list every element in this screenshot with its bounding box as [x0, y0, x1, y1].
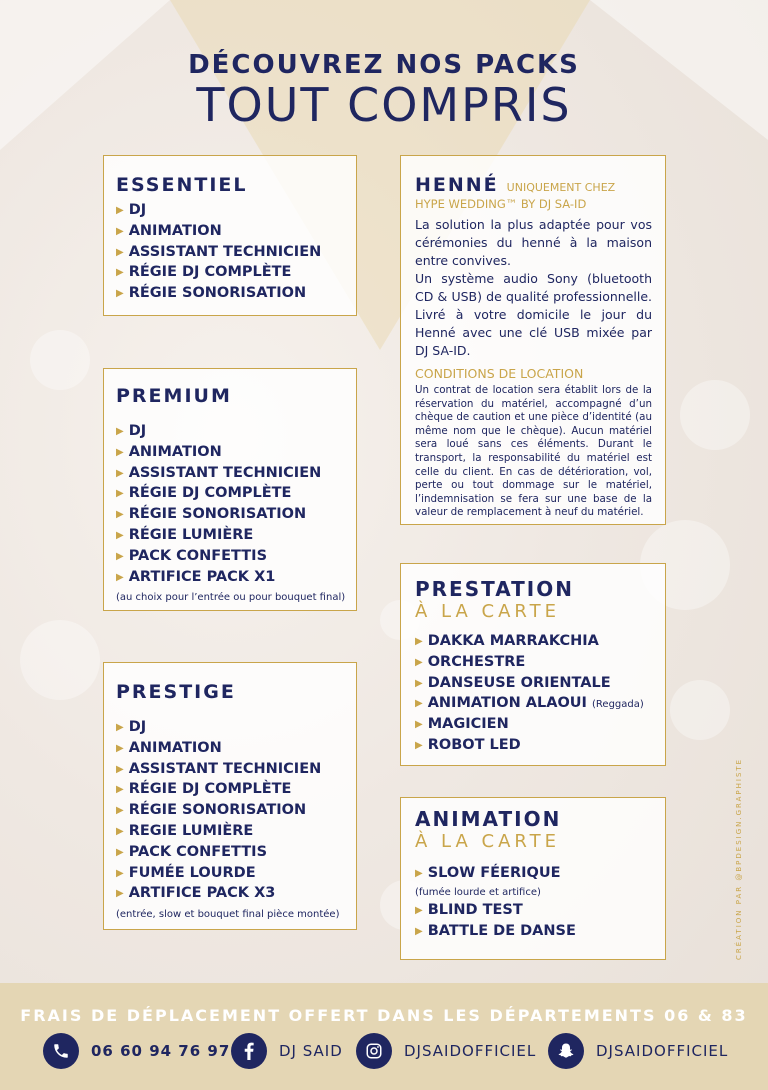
arrow-right-icon: ▶ [116, 225, 124, 237]
pack-items [116, 421, 356, 587]
pack-items [116, 200, 356, 304]
arrow-right-icon: ▶ [116, 867, 124, 879]
pack-items [116, 717, 356, 904]
list-item: ▶ ANIMATION ALAOUI (Reggada) [415, 693, 665, 714]
pack-title: PREMIUM [116, 385, 232, 407]
pack-prestige-card [103, 662, 357, 930]
list-item: ▶ RÉGIE SONORISATION [116, 504, 356, 525]
list-item: ▶ RÉGIE SONORISATION [116, 283, 356, 304]
bokeh-light [670, 680, 730, 740]
pack-title: PRESTIGE [116, 681, 236, 703]
list-item: ▶ RÉGIE SONORISATION [116, 800, 356, 821]
arrow-right-icon: ▶ [116, 426, 124, 437]
phone-contact[interactable] [43, 1033, 230, 1069]
phone-icon [43, 1033, 79, 1069]
facebook-icon [231, 1033, 267, 1069]
list-item: ▶ PACK CONFETTIS [116, 842, 356, 863]
arrow-right-icon: ▶ [415, 636, 423, 647]
alaoui-note: (Reggada) [592, 699, 644, 711]
list-item: ▶ SLOW FÉERIQUE [415, 863, 665, 884]
list-item: ▶ BLIND TEST [415, 900, 665, 921]
footer-title: FRAIS DE DÉPLACEMENT OFFERT DANS LES DÉPARTEMENTS 06 & 83 [20, 1006, 748, 1025]
list-item: ▶ ROBOT LED [415, 735, 665, 756]
arrow-right-icon: ▶ [116, 467, 124, 479]
arrow-right-icon: ▶ [415, 925, 423, 937]
animation-items [415, 900, 665, 942]
list-item: ▶ ANIMATION [116, 738, 356, 759]
arrow-right-icon: ▶ [415, 698, 423, 710]
henne-brand: HYPE WEDDING™ BY DJ SA-ID [415, 197, 587, 211]
animation-card [400, 797, 666, 960]
conditions-text: Un contrat de location sera établit lors de la réservation du matériel, accompagné d’un chèque de caution et une pièce d’identité (au même nom que le chèque). Aucun matériel sera loué sans ces éléments. Durant le transport, la responsabilité du matériel est celle du client. En cas de détérioration, vol, perte ou tout dommage sur le matériel, l’indemnisation se fera sur une base de la valeur de remplacement à neuf du matériel. [415, 384, 652, 519]
list-item: ▶ REGIE LUMIÈRE [116, 821, 356, 842]
animation-title: ANIMATION [415, 807, 562, 831]
arrow-right-icon: ▶ [415, 719, 423, 731]
arrow-right-icon: ▶ [116, 488, 124, 500]
snapchat-icon [548, 1033, 584, 1069]
bokeh-light [20, 620, 100, 700]
phone-number: 06 60 94 76 97 [91, 1042, 231, 1060]
arrow-right-icon: ▶ [116, 784, 124, 796]
instagram-handle: DJSAIDOFFICIEL [404, 1042, 537, 1060]
arrow-right-icon: ▶ [415, 739, 423, 751]
facebook-handle: DJ SAID [279, 1042, 343, 1060]
henne-card [400, 155, 666, 525]
list-item: ▶ DJ [116, 421, 356, 442]
arrow-right-icon: ▶ [415, 656, 423, 668]
arrow-right-icon: ▶ [116, 571, 124, 583]
pack-note: (entrée, slow et bouquet final pièce montée) [116, 909, 340, 921]
list-item: ▶ RÉGIE DJ COMPLÈTE [116, 779, 356, 800]
list-item: ▶ ARTIFICE PACK X3 [116, 883, 356, 904]
arrow-right-icon: ▶ [116, 888, 124, 900]
bokeh-light [680, 380, 750, 450]
list-item: ▶ DANSEUSE ORIENTALE [415, 673, 665, 694]
list-item: ▶ DAKKA MARRAKCHIA [415, 631, 665, 652]
list-item: ▶ BATTLE DE DANSE [415, 921, 665, 942]
henne-description: La solution la plus adaptée pour vos cérémonies du henné à la maison entre convives. [415, 217, 652, 268]
arrow-right-icon: ▶ [116, 205, 124, 216]
animation-items [415, 863, 665, 884]
arrow-right-icon: ▶ [116, 246, 124, 258]
arrow-right-icon: ▶ [116, 550, 124, 562]
list-item: ▶ ANIMATION [116, 442, 356, 463]
pack-premium-card [103, 368, 357, 611]
instagram-contact[interactable] [356, 1033, 536, 1069]
list-item: ▶ ORCHESTRE [415, 652, 665, 673]
list-item: ▶ RÉGIE LUMIÈRE [116, 525, 356, 546]
list-item: ▶ RÉGIE DJ COMPLÈTE [116, 483, 356, 504]
bokeh-light [30, 330, 90, 390]
arrow-right-icon: ▶ [116, 288, 124, 300]
pack-note: (au choix pour l’entrée ou pour bouquet final) [116, 592, 346, 604]
prestation-title: PRESTATION [415, 577, 574, 601]
arrow-right-icon: ▶ [415, 868, 423, 879]
headline-top: DÉCOUVREZ NOS PACKS [188, 50, 580, 80]
arrow-right-icon: ▶ [116, 742, 124, 754]
arrow-right-icon: ▶ [116, 267, 124, 279]
prestation-items [415, 631, 665, 756]
pack-essentiel-card [103, 155, 357, 316]
prestation-card [400, 563, 666, 766]
arrow-right-icon: ▶ [116, 446, 124, 458]
arrow-right-icon: ▶ [116, 722, 124, 733]
facebook-contact[interactable] [231, 1033, 343, 1069]
arrow-right-icon: ▶ [116, 825, 124, 837]
arrow-right-icon: ▶ [116, 509, 124, 521]
animation-subtitle: À LA CARTE [415, 831, 560, 852]
arrow-right-icon: ▶ [116, 805, 124, 817]
list-item: ▶ ASSISTANT TECHNICIEN [116, 759, 356, 780]
list-item: ▶ MAGICIEN [415, 714, 665, 735]
arrow-right-icon: ▶ [415, 904, 423, 916]
henne-title: HENNÉ [415, 174, 499, 196]
list-item: ▶ FUMÉE LOURDE [116, 863, 356, 884]
footer [0, 983, 768, 1090]
conditions-title: CONDITIONS DE LOCATION [415, 366, 584, 381]
arrow-right-icon: ▶ [116, 529, 124, 541]
arrow-right-icon: ▶ [116, 846, 124, 858]
list-item: ▶ PACK CONFETTIS [116, 546, 356, 567]
designer-credit: CRÉATION PAR @BPDESIGN.GRAPHISTE [735, 757, 743, 960]
list-item: ▶ ASSISTANT TECHNICIEN [116, 242, 356, 263]
arrow-right-icon: ▶ [116, 763, 124, 775]
list-item: ▶ DJ [116, 717, 356, 738]
list-item: ▶ RÉGIE DJ COMPLÈTE [116, 262, 356, 283]
snapchat-handle: DJSAIDOFFICIEL [596, 1042, 729, 1060]
arrow-right-icon: ▶ [415, 677, 423, 689]
henne-subtitle: UNIQUEMENT CHEZ [506, 181, 616, 194]
list-item: ▶ ASSISTANT TECHNICIEN [116, 463, 356, 484]
list-item: ▶ ARTIFICE PACK X1 [116, 567, 356, 588]
henne-audio-description: Un système audio Sony (bluetooth CD & USB) de qualité professionnelle. Livré à votre domicile le jour du Henné avec une clé USB mixée par DJ SA-ID. [415, 271, 652, 358]
list-item: ▶ DJ [116, 200, 356, 221]
list-item: ▶ ANIMATION [116, 221, 356, 242]
slow-note: (fumée lourde et artifice) [415, 886, 541, 898]
snapchat-contact[interactable] [548, 1033, 728, 1069]
pack-title: ESSENTIEL [116, 174, 248, 196]
headline-main: TOUT COMPRIS [196, 78, 572, 132]
prestation-subtitle: À LA CARTE [415, 601, 560, 622]
instagram-icon [356, 1033, 392, 1069]
